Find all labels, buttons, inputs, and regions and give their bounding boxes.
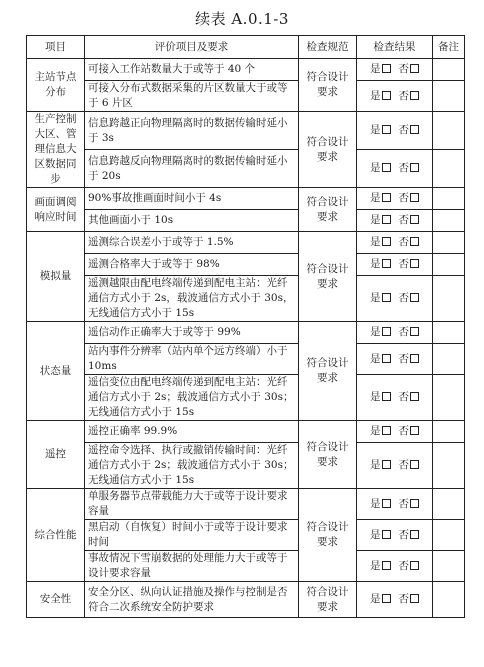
table-row xyxy=(27,112,465,150)
project-cell: 遥控 xyxy=(27,421,85,489)
checkbox-icon[interactable] xyxy=(382,392,391,401)
requirement-cell: 黑启动（自恢复）时间小于或等于设计要求时间 xyxy=(85,520,299,551)
requirement-cell: 遥控正确率 99.9% xyxy=(85,421,299,443)
requirement-cell: 其他画面小于 10s xyxy=(85,210,299,232)
checkbox-icon[interactable] xyxy=(382,237,391,246)
page-title: 续表 A.0.1-3 xyxy=(195,10,289,28)
spec-cell: 符合设计要求 xyxy=(299,112,357,188)
requirement-cell: 遥信变位由配电终端传递到配电主站：光纤通信方式小于 2s；载波通信方式小于 30s；无线通信方式小于 15s xyxy=(85,375,299,421)
result-option-yes[interactable] xyxy=(370,325,391,340)
requirement-cell: 站内事件分辨率（站内单个远方终端）小于 10ms xyxy=(85,344,299,375)
result-cell xyxy=(357,375,433,421)
result-option-label: 是 xyxy=(370,162,381,174)
checkbox-icon[interactable] xyxy=(410,293,419,302)
result-option-no[interactable] xyxy=(399,257,420,272)
result-option-label: 否 xyxy=(398,352,409,365)
header-spec: 检查规范 xyxy=(299,36,357,59)
project-cell: 安全性 xyxy=(27,582,85,618)
note-cell xyxy=(433,443,465,489)
checkbox-icon[interactable] xyxy=(382,426,391,435)
requirement-cell: 可接入工作站数量大于或等于 40 个 xyxy=(85,59,299,81)
result-option-label: 是 xyxy=(370,124,381,136)
checkbox-icon[interactable] xyxy=(410,561,419,570)
checkbox-icon[interactable] xyxy=(382,327,391,336)
table-row xyxy=(27,344,465,375)
result-option-yes[interactable] xyxy=(370,559,391,574)
note-cell xyxy=(433,520,465,551)
result-option-no[interactable] xyxy=(399,213,420,228)
result-option-label: 是 xyxy=(370,236,381,248)
project-cell: 主站节点分布 xyxy=(27,59,85,112)
result-option-label: 是 xyxy=(370,89,381,102)
result-cell xyxy=(357,443,433,489)
checkbox-icon[interactable] xyxy=(410,354,419,363)
table-body xyxy=(27,59,465,618)
requirement-cell: 遥信动作正确率大于或等于 99% xyxy=(85,322,299,344)
table-row xyxy=(27,582,465,618)
result-option-label: 否 xyxy=(398,162,409,174)
note-cell xyxy=(433,344,465,375)
note-cell xyxy=(433,322,465,344)
note-cell xyxy=(433,232,465,254)
table-row xyxy=(27,489,465,520)
table-row xyxy=(27,232,465,254)
result-option-label: 是 xyxy=(370,258,381,270)
spec-cell: 符合设计要求 xyxy=(299,322,357,421)
checkbox-icon[interactable] xyxy=(410,460,419,469)
result-option-no[interactable] xyxy=(399,559,420,574)
table-row xyxy=(27,375,465,421)
result-option-yes[interactable] xyxy=(370,291,391,306)
result-option-yes[interactable] xyxy=(370,424,391,439)
result-option-yes[interactable] xyxy=(370,213,391,228)
spec-cell: 符合设计要求 xyxy=(299,188,357,232)
note-cell xyxy=(433,375,465,421)
result-option-no[interactable] xyxy=(399,325,420,340)
result-option-no[interactable] xyxy=(399,424,420,439)
header-project: 项目 xyxy=(27,36,85,59)
table-row xyxy=(27,551,465,582)
checkbox-icon[interactable] xyxy=(410,530,419,539)
result-option-label: 否 xyxy=(398,326,409,338)
checkbox-icon[interactable] xyxy=(410,163,419,172)
checkbox-icon[interactable] xyxy=(410,237,419,246)
project-cell: 综合性能 xyxy=(27,489,85,582)
result-option-yes[interactable] xyxy=(370,497,391,512)
result-option-label: 是 xyxy=(370,559,381,572)
result-option-label: 否 xyxy=(398,497,409,510)
result-option-no[interactable] xyxy=(399,528,420,543)
note-cell xyxy=(433,112,465,150)
note-cell xyxy=(433,276,465,322)
note-cell xyxy=(433,59,465,81)
checkbox-icon[interactable] xyxy=(382,215,391,224)
checkbox-icon[interactable] xyxy=(410,64,419,73)
result-option-no[interactable] xyxy=(399,191,420,206)
checkbox-icon[interactable] xyxy=(382,125,391,134)
result-option-label: 否 xyxy=(398,214,409,226)
result-cell xyxy=(357,254,433,276)
result-option-label: 是 xyxy=(370,459,381,471)
requirement-cell: 遥测越限由配电终端传递到配电主站：光纤通信方式小于 2s，载波通信方式小于 30s，无线通信方式小于 15s xyxy=(85,276,299,322)
checkbox-icon[interactable] xyxy=(410,215,419,224)
result-option-yes[interactable] xyxy=(370,458,391,473)
result-cell xyxy=(357,489,433,520)
result-option-yes[interactable] xyxy=(370,161,391,176)
result-option-label: 是 xyxy=(370,292,381,304)
checkbox-icon[interactable] xyxy=(382,530,391,539)
result-option-label: 否 xyxy=(398,192,409,204)
requirement-cell: 单服务器节点带载能力大于或等于设计要求容量 xyxy=(85,489,299,520)
result-cell xyxy=(357,112,433,150)
result-option-no[interactable] xyxy=(399,161,420,176)
checkbox-icon[interactable] xyxy=(410,327,419,336)
result-cell xyxy=(357,421,433,443)
result-option-label: 是 xyxy=(370,425,381,437)
requirement-cell: 可接入分布式数据采集的片区数量大于或等于 6 片区 xyxy=(85,81,299,112)
project-cell: 画面调阅响应时间 xyxy=(27,188,85,232)
project-cell: 状态量 xyxy=(27,322,85,421)
result-option-no[interactable] xyxy=(399,592,420,607)
table-row xyxy=(27,188,465,210)
note-cell xyxy=(433,81,465,112)
result-cell xyxy=(357,59,433,81)
requirement-cell: 90%事故推画面时间小于 4s xyxy=(85,188,299,210)
table-header-row xyxy=(27,36,465,59)
result-option-yes[interactable] xyxy=(370,89,391,104)
checkbox-icon[interactable] xyxy=(382,499,391,508)
checkbox-icon[interactable] xyxy=(382,354,391,363)
result-cell xyxy=(357,520,433,551)
result-option-no[interactable] xyxy=(399,458,420,473)
result-option-label: 否 xyxy=(398,236,409,248)
table-row xyxy=(27,150,465,188)
result-option-label: 否 xyxy=(398,124,409,136)
note-cell xyxy=(433,551,465,582)
header-note: 备注 xyxy=(433,36,465,59)
checkbox-icon[interactable] xyxy=(410,426,419,435)
header-requirement: 评价项目及要求 xyxy=(85,36,299,59)
result-option-label: 是 xyxy=(370,214,381,226)
result-cell xyxy=(357,551,433,582)
checkbox-icon[interactable] xyxy=(382,594,391,603)
table-row xyxy=(27,276,465,322)
result-option-yes[interactable] xyxy=(370,528,391,543)
checkbox-icon[interactable] xyxy=(410,594,419,603)
result-cell xyxy=(357,582,433,618)
checkbox-icon[interactable] xyxy=(382,561,391,570)
result-option-label: 是 xyxy=(370,528,381,541)
result-option-yes[interactable] xyxy=(370,257,391,272)
result-option-yes[interactable] xyxy=(370,123,391,138)
note-cell xyxy=(433,210,465,232)
result-cell xyxy=(357,81,433,112)
note-cell xyxy=(433,150,465,188)
result-option-label: 否 xyxy=(398,425,409,437)
note-cell xyxy=(433,254,465,276)
spec-cell: 符合设计要求 xyxy=(299,421,357,489)
result-cell xyxy=(357,188,433,210)
result-option-yes[interactable] xyxy=(370,390,391,405)
note-cell xyxy=(433,188,465,210)
requirement-cell: 遥测合格率大于或等于 98% xyxy=(85,254,299,276)
result-cell xyxy=(357,344,433,375)
checkbox-icon[interactable] xyxy=(410,499,419,508)
result-option-yes[interactable] xyxy=(370,352,391,367)
table-row xyxy=(27,520,465,551)
requirement-cell: 安全分区、纵向认证措施及操作与控制是否符合二次系统安全防护要求 xyxy=(85,582,299,618)
result-option-label: 否 xyxy=(398,593,409,605)
requirement-cell: 信息跨越反向物理隔离时的数据传输时延小于 20s xyxy=(85,150,299,188)
result-option-label: 否 xyxy=(398,258,409,270)
checkbox-icon[interactable] xyxy=(410,125,419,134)
table-row xyxy=(27,443,465,489)
result-cell xyxy=(357,210,433,232)
spec-cell: 符合设计要求 xyxy=(299,489,357,582)
result-option-label: 否 xyxy=(398,89,409,102)
project-cell: 生产控制大区、管理信息大区数据同步 xyxy=(27,112,85,188)
result-option-label: 否 xyxy=(398,292,409,304)
result-option-label: 是 xyxy=(370,326,381,338)
result-cell xyxy=(357,276,433,322)
checkbox-icon[interactable] xyxy=(382,163,391,172)
result-option-yes[interactable] xyxy=(370,191,391,206)
note-cell xyxy=(433,421,465,443)
checkbox-icon[interactable] xyxy=(382,293,391,302)
result-option-label: 是 xyxy=(370,593,381,605)
result-option-no[interactable] xyxy=(399,89,420,104)
result-option-no[interactable] xyxy=(399,390,420,405)
table-row xyxy=(27,81,465,112)
requirement-cell: 遥测综合误差小于或等于 1.5% xyxy=(85,232,299,254)
result-option-yes[interactable] xyxy=(370,62,391,77)
result-option-label: 是 xyxy=(370,192,381,204)
table-row xyxy=(27,59,465,81)
note-cell xyxy=(433,582,465,618)
result-option-no[interactable] xyxy=(399,291,420,306)
table-row xyxy=(27,322,465,344)
table-row xyxy=(27,210,465,232)
checkbox-icon[interactable] xyxy=(382,259,391,268)
spec-cell: 符合设计要求 xyxy=(299,59,357,112)
result-option-no[interactable] xyxy=(399,497,420,512)
checkbox-icon[interactable] xyxy=(382,64,391,73)
result-option-label: 否 xyxy=(398,391,409,403)
spec-cell: 符合设计要求 xyxy=(299,582,357,618)
table-row xyxy=(27,254,465,276)
spec-cell: 符合设计要求 xyxy=(299,232,357,322)
note-cell xyxy=(433,489,465,520)
result-option-label: 是 xyxy=(370,352,381,365)
checkbox-icon[interactable] xyxy=(410,91,419,100)
result-option-label: 否 xyxy=(398,559,409,572)
result-option-no[interactable] xyxy=(399,352,420,367)
checkbox-icon[interactable] xyxy=(410,259,419,268)
result-option-no[interactable] xyxy=(399,62,420,77)
result-option-label: 是 xyxy=(370,63,381,75)
result-cell xyxy=(357,232,433,254)
result-option-label: 是 xyxy=(370,391,381,403)
result-cell xyxy=(357,322,433,344)
result-option-label: 否 xyxy=(398,63,409,75)
requirement-cell: 事故情况下雪崩数据的处理能力大于或等于设计要求容量 xyxy=(85,551,299,582)
result-option-yes[interactable] xyxy=(370,235,391,250)
checkbox-icon[interactable] xyxy=(382,193,391,202)
result-option-label: 否 xyxy=(398,459,409,471)
table-row xyxy=(27,421,465,443)
requirement-cell: 信息跨越正向物理隔离时的数据传输时延小于 3s xyxy=(85,112,299,150)
result-option-label: 是 xyxy=(370,497,381,510)
result-option-label: 否 xyxy=(398,528,409,541)
checkbox-icon[interactable] xyxy=(382,460,391,469)
result-option-no[interactable] xyxy=(399,235,420,250)
result-option-no[interactable] xyxy=(399,123,420,138)
checkbox-icon[interactable] xyxy=(410,193,419,202)
header-result: 检查结果 xyxy=(357,36,433,59)
project-cell: 模拟量 xyxy=(27,232,85,322)
checkbox-icon[interactable] xyxy=(382,91,391,100)
result-option-yes[interactable] xyxy=(370,592,391,607)
requirement-cell: 遥控命令选择、执行或撤销传输时间：光纤通信方式小于 2s；载波通信方式小于 30s；无线通信方式小于 15s xyxy=(85,443,299,489)
result-cell xyxy=(357,150,433,188)
checkbox-icon[interactable] xyxy=(410,392,419,401)
evaluation-table xyxy=(26,35,465,618)
